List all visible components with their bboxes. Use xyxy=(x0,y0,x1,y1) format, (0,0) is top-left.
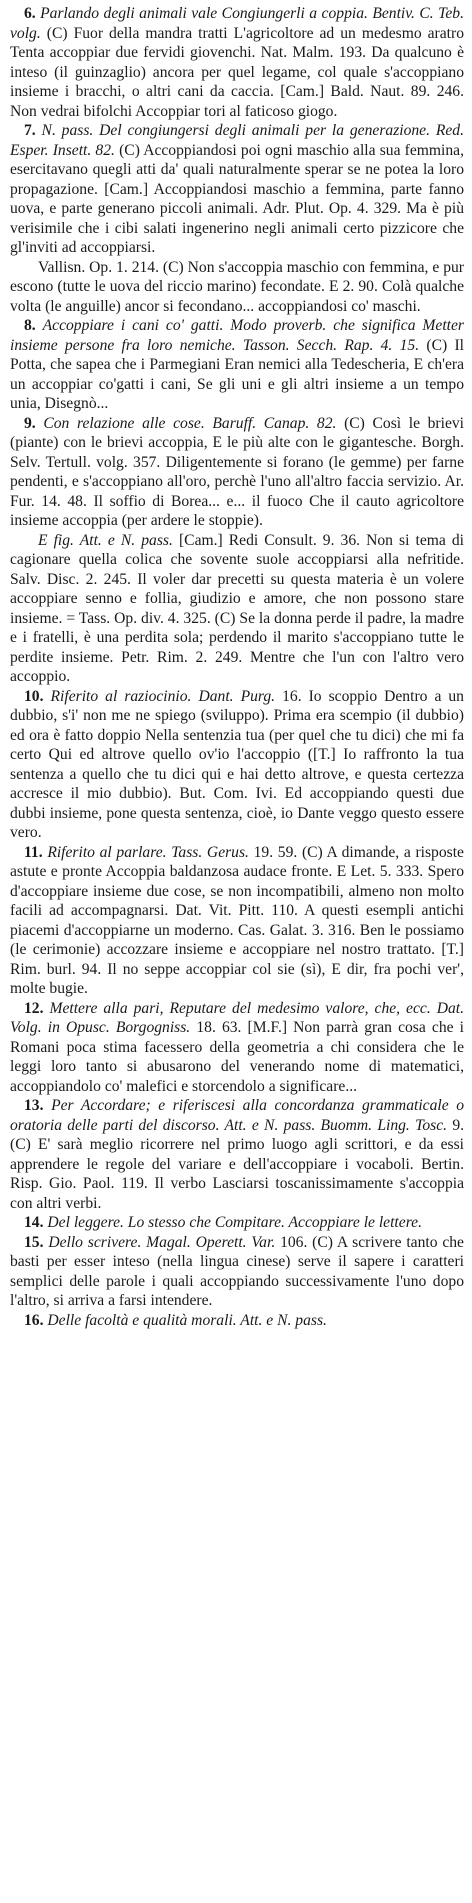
entry-body: (C) Il Potta, che sapea che i Parmegiani Eran nemici alla Tedescheria, E ch'era un accoppiar co'gatti i cani, Se gli uni e gli altri insieme a un tempo unia, Disegnò... xyxy=(10,336,464,412)
entry-lead: Accoppiare i cani co' gatti. Modo proverb. che significa Metter insieme persone fra loro nemiche. Tasson. Secch. Rap. 4. 15. xyxy=(10,317,464,354)
entry-body: [Cam.] Redi Consult. 9. 36. Non si tema di cagionare quella colica che sovente suole accoppiarsi alla nefritide. Salv. Disc. 2. 245. Il voler dar precetti su questa materia è un volere accoppiare senno e follia, giudizio e amore, che non possono stare insieme. = Tass. Op. div. 4. 325. (C) Se la donna perde il padre, la madre e i fratelli, è una perdita sola; perdendo il marito s'accoppiano tutte le perdite insieme. Petr. Rim. 2. 249. Mentre che l'un con l'altro vero accoppio. xyxy=(10,531,464,685)
entry-number: 10. xyxy=(24,687,44,705)
entry-lead: Parlando degli animali vale Congiungerli a coppia. Bentiv. C. Teb. volg. xyxy=(10,5,464,42)
entry-8 xyxy=(10,316,464,414)
entry-lead: Con relazione alle cose. Baruff. Canap. 82. xyxy=(43,414,337,432)
entry-body: Vallisn. Op. 1. 214. (C) Non s'accoppia maschio con femmina, e pur escono (tutte le uova del riccio marino) fecondate. E 2. 90. Colà qualche volta (le anguille) ancor si fecondano... accoppiandosi co' maschi. xyxy=(10,258,464,315)
entry-body: 19. 59. (C) A dimande, a risposte astute e pronte Accoppia baldanzosa audace fronte. E Let. 5. 333. Spero d'accoppiare insieme due cose, se non incompatibili, almeno non molto facili ad accompagnarsi. Dat. Vit. Pitt. 110. A questi esempli antichi piacemi d'accoppiarne un moderno. Cas. Galat. 3. 316. Ben le possiamo (le cerimonie) accozzare insieme e accoppiare nel nostro trattato. [T.] Rim. burl. 94. Il no seppe accoppiar col sie (sì), E dir, fra pochi ver', molte bugie. xyxy=(10,843,464,997)
entry-lead: Riferito al raziocinio. Dant. Purg. xyxy=(50,687,276,705)
entry-7 xyxy=(10,121,464,258)
entry-number: 6. xyxy=(24,5,36,22)
entry-body: 9. (C) E' sarà meglio ricorrere nel primo luogo agli scrittori, e da essi apprendere le regole del variare e dell'accoppiare i vocaboli. Bertin. Risp. Gio. Paol. 119. Il verbo Lasciarsi toscanissimamente s'accoppia con altri verbi. xyxy=(10,1116,465,1212)
entry-lead: Dello scrivere. Magal. Operett. Var. xyxy=(48,1233,276,1251)
entry-number: 7. xyxy=(24,122,36,139)
entry-14 xyxy=(10,1213,464,1233)
entry-lead: E fig. Att. e N. pass. xyxy=(38,531,173,549)
entry-number: 14. xyxy=(24,1214,44,1231)
entry-13 xyxy=(10,1096,464,1213)
entry-body: (C) Così le brievi (piante) con le brievi accoppia, E le più alte con le gigantesche. Borgh. Selv. Tertull. volg. 357. Diligentemente si forano (le gemme) per farne pendenti, e s'accoppiano all'oro, perchè l'uno all'altro faccia servizio. Ar. Fur. 14. 48. Il soffio di Borea... e... il fuoco Che il cauto agricoltore insieme accoppia (per ardere le stoppie). xyxy=(10,414,465,529)
entry-number: 15. xyxy=(24,1233,44,1251)
entry-number: 16. xyxy=(24,1311,44,1329)
entry-lead: N. pass. Del congiungersi degli animali per la generazione. Red. Esper. Insett. 82. xyxy=(10,122,464,159)
entry-16 xyxy=(10,1311,464,1331)
entry-6 xyxy=(10,4,464,121)
entry-9 xyxy=(10,414,464,531)
entry-7-continued xyxy=(10,258,464,317)
entry-number: 11. xyxy=(24,843,43,861)
entry-body: (C) Fuor della mandra tratti L'agricoltore ad un medesmo aratro Tenta accoppiar due fervidi giovenchi. Nat. Malm. 193. Da qualcuno è inteso (il guinzaglio) ancora per quel legame, col quale s'accoppiano insieme i bracchi, o altri cani da caccia. [Cam.] Bald. Naut. 89. 246. Non vedrai bifolchi Accoppiar tori al faticoso giogo. xyxy=(10,24,464,120)
entry-number: 8. xyxy=(24,317,36,334)
entry-number: 12. xyxy=(24,999,44,1017)
entry-number: 9. xyxy=(24,414,36,432)
entry-body: 106. (C) A scrivere tanto che basti per esser inteso (nella lingua cinese) serve il sapere i caratteri semplici delle parole i quali accoppiando successivamente l'uno dopo l'altro, si arriva a farsi intendere. xyxy=(10,1233,464,1309)
entry-11 xyxy=(10,843,464,999)
entry-lead: Riferito al parlare. Tass. Gerus. xyxy=(47,843,249,861)
entry-lead: Mettere alla pari, Reputare del medesimo valore, che, ecc. Dat. Volg. in Opusc. Borgogniss. xyxy=(10,999,464,1036)
entry-body: 18. 63. [M.F.] Non parrà gran cosa che i Romani poca stima facessero della geometria a chi considera che le leggi loro tanto si abusarono del venerando nome di matematici, accoppiandolo co' malefici e storcendolo a significare... xyxy=(10,1019,464,1095)
entry-lead: Del leggere. Lo stesso che Compitare. Accoppiare le lettere. xyxy=(47,1214,422,1231)
entry-lead: Delle facoltà e qualità morali. Att. e N. pass. xyxy=(47,1311,327,1329)
entry-9-figurative xyxy=(10,531,464,687)
entry-lead: Per Accordare; e riferiscesi alla concordanza grammaticale o oratoria delle parti del discorso. Att. e N. pass. Buomm. Ling. Tosc. xyxy=(10,1097,464,1134)
entry-body: 16. Io scoppio Dentro a un dubbio, s'i' non me ne spiego (sviluppo). Prima era scempio (il dubbio) ed ora è fatto doppio Nella sentenzia tua (per quel che tu dici) che mi fa certo Qui ed altrove quello ov'io l'accoppio ([T.] Io raffronto la tua sentenza a quello che tu dici qui e hai detto altrove, e questa certezza accresce il mio dubbio). But. Com. Ivi. Ed accoppiando questi due dubbi insieme, pone questa sentenza, cioè, io Dante veggo questo essere vero. xyxy=(10,687,464,841)
entry-body: (C) Accoppiandosi poi ogni maschio alla sua femmina, esercitavano quegli atti da' quali naturalmente sperar se ne potea la loro propagazione. [Cam.] Accoppiandosi maschio a femmina, parte fanno uova, e parte generano piccoli animali. Adr. Plut. Op. 4. 329. Ma è più verisimile che i cibi salati ingenerino negli animali certo pizzicore che gl'inviti ad accoppiarsi. xyxy=(10,141,464,256)
entry-15 xyxy=(10,1233,464,1311)
entry-12 xyxy=(10,999,464,1097)
entry-number: 13. xyxy=(24,1097,44,1114)
entry-10 xyxy=(10,687,464,843)
